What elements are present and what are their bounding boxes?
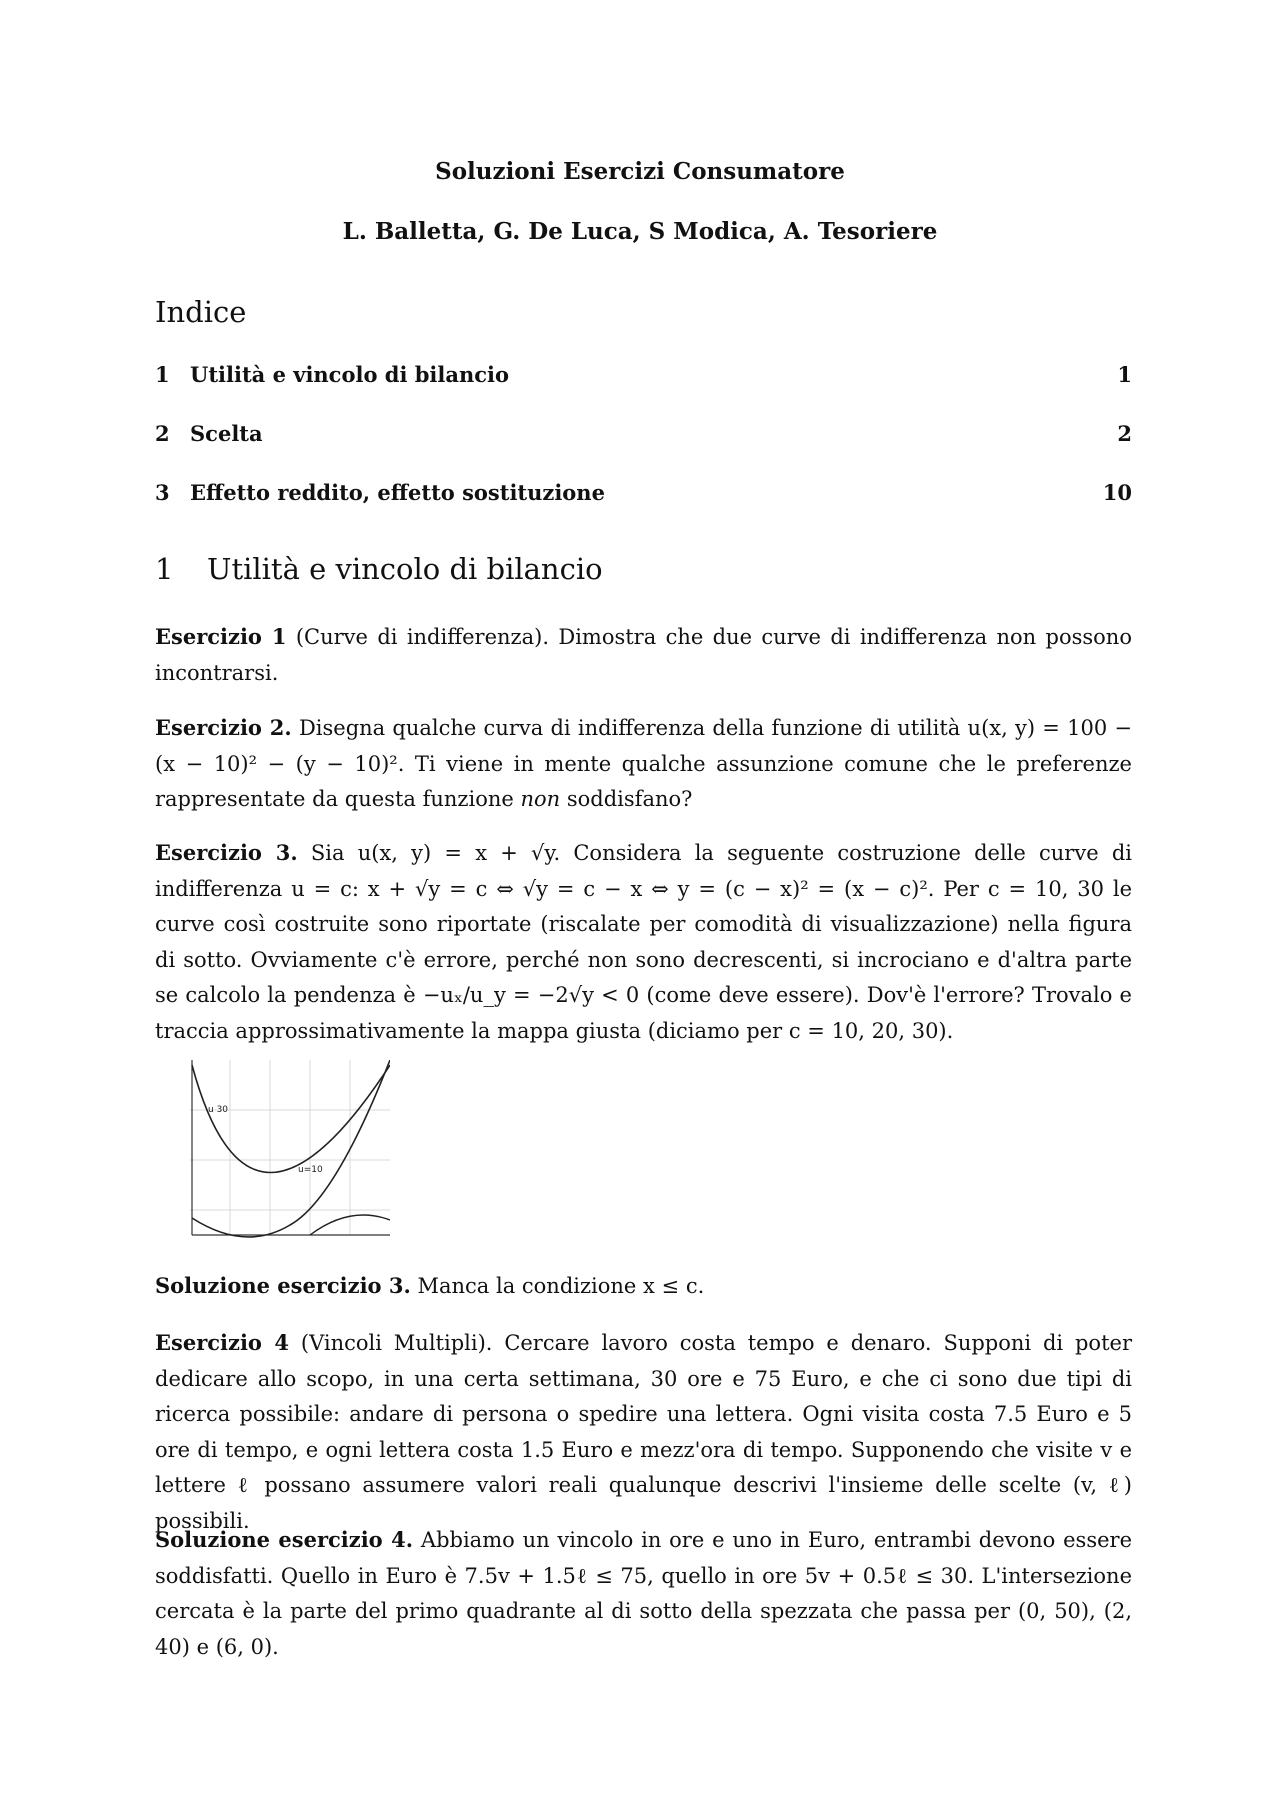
toc-entry-label: Utilità e vincolo di bilancio — [190, 362, 510, 387]
exercise-2 — [155, 710, 1132, 818]
document-title: Soluzioni Esercizi Consumatore — [435, 158, 845, 185]
exercise-text: Cercare lavoro costa tempo e denaro. Supponi di poter dedicare allo scopo, in una certa settimana, 30 ore e 75 Euro, e che ci sono due tipi di ricerca possibile: andare di persona o spedire una lettera. Ogni visita costa 7.5 Euro e 5 ore di tempo, e ogni lettera costa 1.5 Euro e mezz'ora di tempo. Supponendo che visite v e lettere ℓ possano assumere valori reali qualunque descrivi l'insieme delle scelte (v, ℓ) possibili. — [155, 1331, 1132, 1533]
toc-entry-page: 1 — [1117, 362, 1132, 387]
exercise-label: Esercizio 1 — [155, 624, 287, 649]
toc-entry-page: 10 — [1102, 480, 1132, 505]
solution-3 — [155, 1268, 1132, 1305]
exercise-1 — [155, 619, 1132, 691]
exercise-subtitle: (Curve di indifferenza). — [295, 625, 550, 649]
section-number: 1 — [155, 552, 174, 586]
toc-entry-number: 1 — [155, 362, 170, 387]
exercise-3 — [155, 835, 1132, 1049]
exercise-subtitle: (Vincoli Multipli). — [300, 1331, 493, 1355]
toc-entry-number: 3 — [155, 480, 170, 505]
figure-label-u10: u=10 — [298, 1165, 323, 1175]
figure-label-u30: u 30 — [208, 1105, 229, 1115]
exercise-text: Sia u(x, y) = x + √y. Considera la seguente costruzione delle curve di indifferenza u = c: x + √y = c ⇔ √y = c − x ⇔ y = (c − x)² = (x − c)². Per c = 10, 30 le curve così costruite sono riportate (riscalate per comodità di visualizzazione) nella figura di sotto. Ovviamente c'è errore, perché non sono decrescenti, si incrociano e d'altra parte se calcolo la pendenza è −uₓ/u_y = −2√y < 0 (come deve essere). Dov'è l'errore? Trovalo e traccia approssimativamente la mappa giusta (diciamo per c = 10, 20, 30). — [155, 841, 1132, 1043]
exercise-label: Esercizio 2. — [155, 715, 292, 740]
exercise-text: Disegna qualche curva di indifferenza della funzione di utilità u(x, y) = 100 − (x − 10)² − (y − 10)². Ti viene in mente qualche assunzione comune che le preferenze rappresentate da questa funzione — [155, 716, 1133, 811]
toc-entry-label: Effetto reddito, effetto sostituzione — [190, 480, 605, 505]
toc-entry[interactable] — [155, 362, 1132, 387]
toc-heading: Indice — [155, 295, 247, 329]
toc-entry[interactable] — [155, 480, 1132, 505]
toc-entry[interactable] — [155, 421, 1132, 446]
toc-entry-number: 2 — [155, 421, 170, 446]
indifference-curves-figure — [190, 1060, 390, 1240]
solution-text: Manca la condizione x ≤ c. — [417, 1274, 705, 1298]
toc-entry-label: Scelta — [190, 421, 263, 446]
figure-background — [190, 1060, 390, 1240]
section-title: Utilità e vincolo di bilancio — [207, 552, 603, 586]
exercise-text-end: soddisfano? — [566, 787, 693, 811]
toc-entry-page: 2 — [1117, 421, 1132, 446]
solution-text: Abbiamo un vincolo in ore e uno in Euro, entrambi devono essere soddisfatti. Quello in Euro è 7.5v + 1.5ℓ ≤ 75, quello in ore 5v + 0.5ℓ ≤ 30. L'intersezione cercata è la parte del primo quadrante al di sotto della spezzata che passa per (0, 50), (2, 40) e (6, 0). — [155, 1528, 1132, 1659]
exercise-text: Dimostra che due curve di indifferenza non possono incontrarsi. — [155, 625, 1132, 685]
exercise-label: Esercizio 4 — [155, 1330, 290, 1355]
authors: L. Balletta, G. De Luca, S Modica, A. Tesoriere — [342, 218, 938, 245]
solution-label: Soluzione esercizio 3. — [155, 1273, 411, 1298]
exercise-label: Esercizio 3. — [155, 840, 298, 865]
solution-label: Soluzione esercizio 4. — [155, 1527, 414, 1552]
solution-4 — [155, 1522, 1132, 1665]
emphasis: non — [520, 787, 561, 811]
section-heading — [155, 552, 603, 586]
exercise-4 — [155, 1325, 1132, 1539]
